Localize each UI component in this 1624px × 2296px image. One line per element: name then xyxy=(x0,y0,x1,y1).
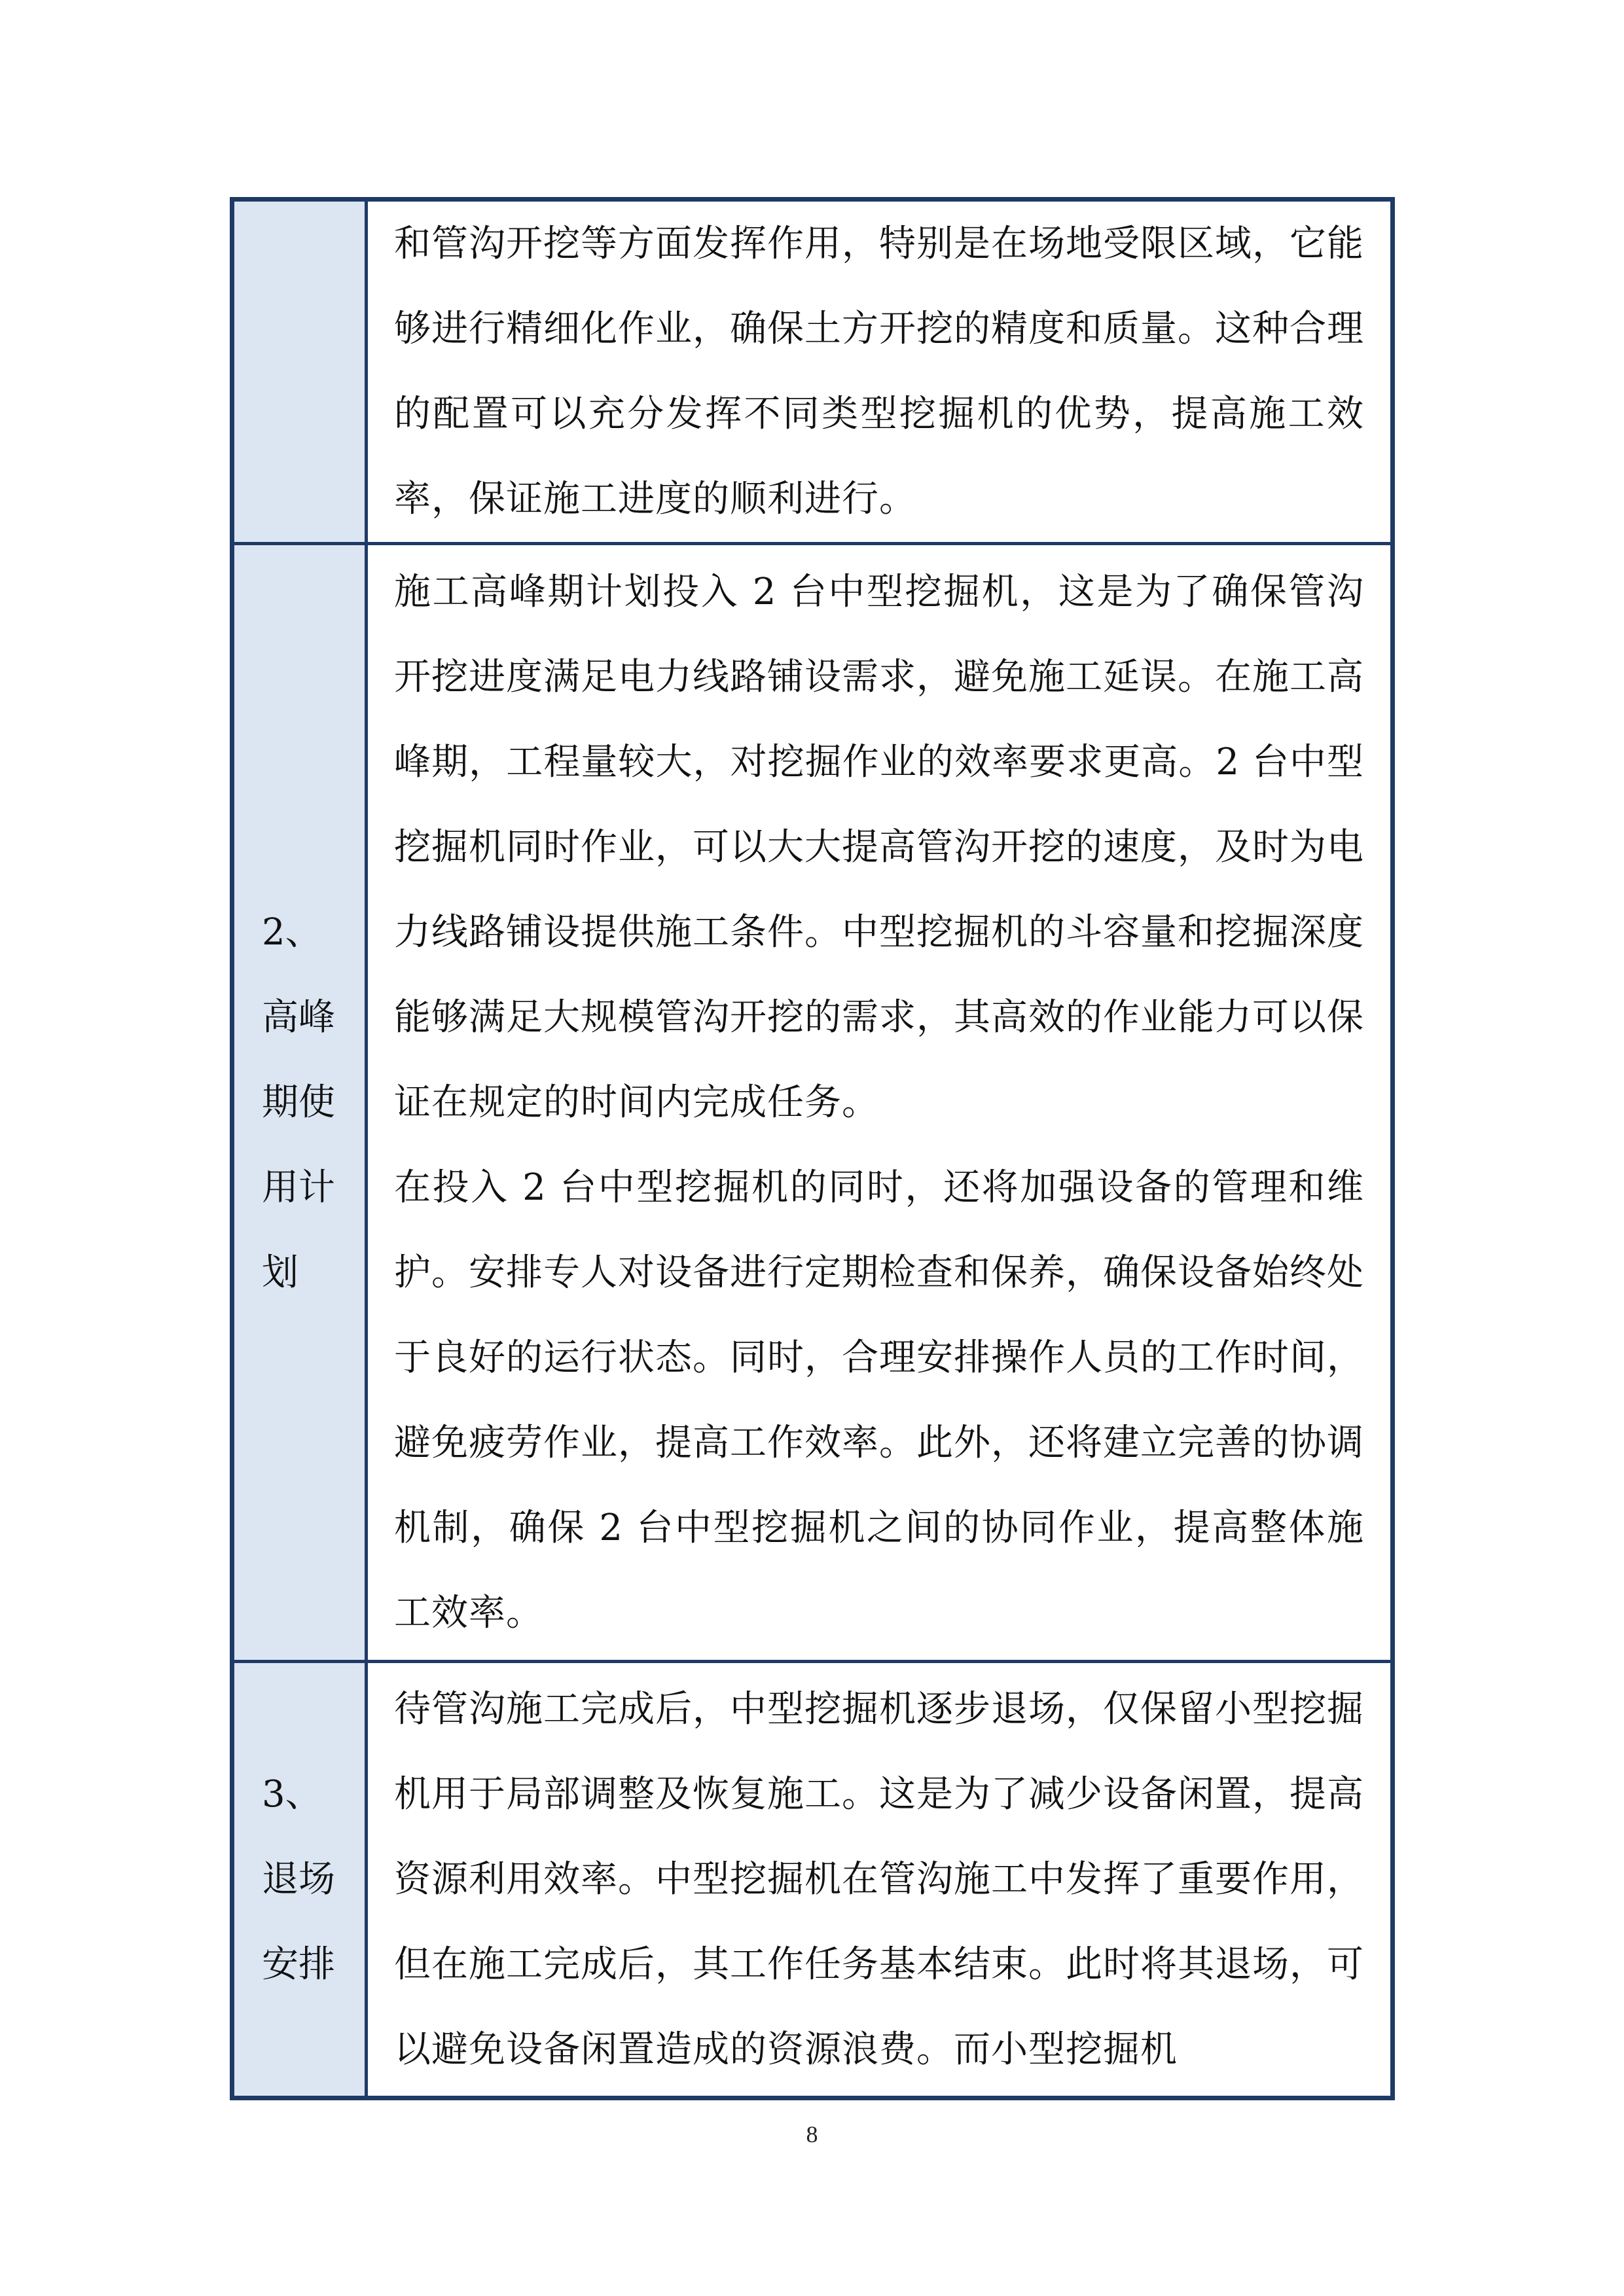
row-label-cell xyxy=(232,544,367,1662)
row-label: 3、退场安排 xyxy=(262,1772,335,1986)
paragraph: 在投入 2 台中型挖掘机的同时，还将加强设备的管理和维护。安排专人对设备进行定期检查和保养，确保设备始终处于良好的运行状态。同时，合理安排操作人员的工作时间，避免疲劳作业，提高工作效率。此外，还将建立完善的协调机制，确保 2 台中型挖掘机之间的协同作业，提高整体施工效率。 xyxy=(394,1166,1364,1634)
row-label-cell xyxy=(232,200,367,544)
paragraph: 和管沟开挖等方面发挥作用，特别是在场地受限区域，它能够进行精细化作业，确保土方开挖的精度和质量。这种合理的配置可以充分发挥不同类型挖掘机的优势，提高施工效率，保证施工进度的顺利进行。 xyxy=(394,223,1364,520)
paragraph: 施工高峰期计划投入 2 台中型挖掘机，这是为了确保管沟开挖进度满足电力线路铺设需求，避免施工延误。在施工高峰期，工程量较大，对挖掘作业的效率要求更高。2 台中型挖掘机同时作业，可以大大提高管沟开挖的速度，及时为电力线路铺设提供施工条件。中型挖掘机的斗容量和挖掘深度能够满足大规模管沟开挖的需求，其高效的作业能力可以保证在规定的时间内完成任务。 xyxy=(394,570,1364,1124)
paragraph: 待管沟施工完成后，中型挖掘机逐步退场，仅保留小型挖掘机用于局部调整及恢复施工。这是为了减少设备闲置，提高资源利用效率。中型挖掘机在管沟施工中发挥了重要作用，但在施工完成后，其工作任务基本结束。此时将其退场，可以避免设备闲置造成的资源浪费。而小型挖掘机 xyxy=(394,1687,1364,2071)
row-label: 2、高峰期使用计划 xyxy=(262,910,335,1294)
page-number: 8 xyxy=(806,2121,818,2147)
row-content-cell xyxy=(367,1662,1393,2098)
table-row xyxy=(232,544,1393,1662)
row-content-cell xyxy=(367,544,1393,1662)
row-label-cell xyxy=(232,1662,367,2098)
table-row xyxy=(232,200,1393,544)
table-row xyxy=(232,1662,1393,2098)
content-table xyxy=(230,197,1395,2100)
row-content-cell xyxy=(367,200,1393,544)
